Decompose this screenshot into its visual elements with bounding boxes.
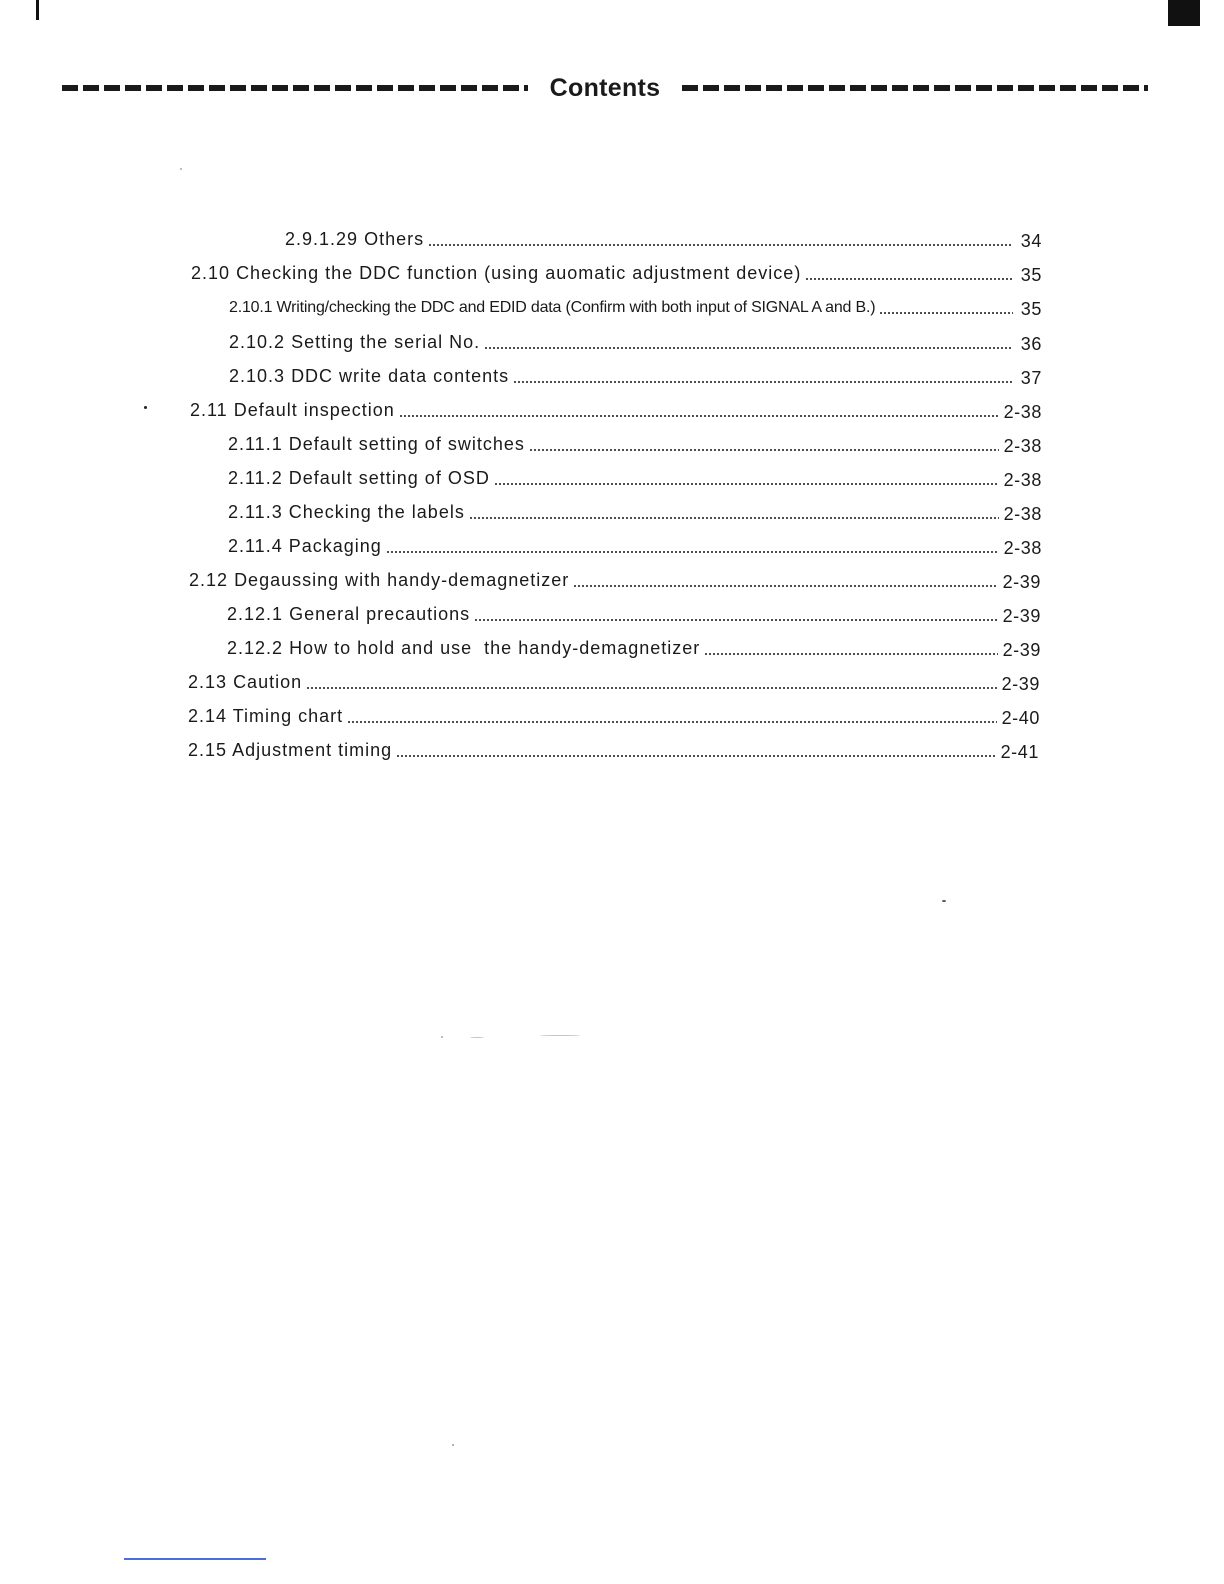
dot-leader [484,347,1013,349]
dot-leader [396,755,995,757]
toc-entry-page: 2-38 [1003,538,1042,558]
dot-leader [469,517,999,519]
toc-entry-number: 2.10.3 [229,366,286,386]
toc-entry-2-12-1[interactable] [227,597,1041,627]
toc-entry-page: 35 [1020,299,1042,319]
dot-leader [805,278,1013,280]
toc-entry-number: 2.11.2 [228,468,283,488]
toc-entry-2-11-3[interactable] [228,495,1042,525]
toc-entry-number: 2.15 [188,740,228,760]
dot-leader [704,653,997,655]
toc-entry-number: 2.10.1 [229,299,273,316]
toc-entry-title: How to hold and use the handy-demagnetizer [289,638,701,658]
toc-entry-2-14[interactable] [188,699,1040,729]
toc-entry-2-12-2[interactable] [227,631,1041,661]
toc-entry-2-12[interactable] [189,563,1041,593]
toc-entry-number: 2.11 [190,400,228,420]
toc-entry-2-13[interactable] [188,665,1040,695]
toc-entry-page: 35 [1020,265,1042,285]
toc-entry-page: 2-38 [1003,470,1042,490]
bottom-scan-line [124,1558,266,1560]
toc-entry-title: Default setting of OSD [288,468,490,488]
toc-entry-page: 2-39 [1002,606,1041,626]
dot-leader [529,449,999,451]
scan-corner-mark [36,0,39,20]
toc-entry-title: Checking the labels [288,502,465,522]
toc-entry-number: 2.12 [189,570,229,590]
toc-entry-title: DDC write data contents [291,366,510,386]
dot-leader [494,483,999,485]
toc-entry-title: Writing/checking the DDC and EDID data (Confirm with both input of SIGNAL A and B.) [276,299,876,316]
dot-leader [399,415,999,417]
toc-entry-page: 2-38 [1003,504,1042,524]
toc-entry-2-11-2[interactable] [228,461,1042,491]
toc-entry-page: 36 [1020,334,1042,354]
toc-entry-page: 2-40 [1001,708,1040,728]
toc-entry-title: Packaging [288,536,382,556]
toc-entry-page: 2-39 [1002,572,1041,592]
toc-entry-page: 37 [1020,368,1042,388]
toc-entry-page: 2-38 [1003,436,1042,456]
toc-entry-2-10-2[interactable] [229,325,1042,355]
header-dash-rule-left [62,85,528,91]
toc-entry-2-10-3[interactable] [229,359,1042,389]
dot-leader [879,312,1013,314]
toc-entry-title: Degaussing with handy-demagnetizer [234,570,570,590]
toc-entry-title: Others [364,229,425,249]
toc-entry-title: Setting the serial No. [291,332,481,352]
toc-entry-title: General precautions [289,604,471,624]
toc-entry-number: 2.14 [188,706,228,726]
page-header [62,70,1148,106]
scan-corner-block [1168,0,1200,26]
toc-entry-2-10[interactable] [191,256,1042,286]
toc-entry-2-11[interactable] [190,393,1042,423]
toc-entry-number: 2.12.1 [227,604,284,624]
toc-entry-page: 2-39 [1001,674,1040,694]
toc-entry-2-10-1[interactable] [229,290,1042,320]
toc-entry-number: 2.12.2 [227,638,284,658]
toc-entry-page: 34 [1020,231,1042,251]
page-title: Contents [549,73,661,102]
scan-speck [540,1035,580,1036]
toc-entry-number: 2.11.4 [228,536,283,556]
scan-speck [470,1037,484,1038]
toc-entry-title: Caution [233,672,303,692]
stray-mark [144,406,147,409]
toc-entry-page: 2-39 [1002,640,1041,660]
dot-leader [347,721,996,723]
toc-entry-title: Timing chart [232,706,344,726]
toc-entry-title: Checking the DDC function (using auomatic adjustment device) [236,263,802,283]
toc-entry-2-15[interactable] [188,733,1039,763]
toc-entry-number: 2.10.2 [229,332,286,352]
toc-entry-number: 2.13 [188,672,228,692]
toc-entry-title: Adjustment timing [232,740,393,760]
toc-entry-title: Default inspection [233,400,395,420]
dot-leader [386,551,999,553]
toc-entry-2-11-4[interactable] [228,529,1042,559]
dot-leader [573,585,997,587]
dot-leader [513,381,1013,383]
toc-entry-page: 2-38 [1003,402,1042,422]
scan-speck [942,900,946,902]
toc-entry-page: 2-41 [1000,742,1039,762]
dot-leader [474,619,997,621]
header-dash-rule-right [682,85,1148,91]
toc-entry-2-9-1-29[interactable] [285,222,1042,252]
toc-entry-number: 2.11.1 [228,434,283,454]
dot-leader [306,687,996,689]
toc-entry-number: 2.10 [191,263,231,283]
toc-entry-number: 2.11.3 [228,502,283,522]
scan-speck [441,1036,443,1038]
toc-entry-number: 2.9.1.29 [285,229,359,249]
scan-speck [452,1444,454,1446]
toc-entry-title: Default setting of switches [288,434,525,454]
scan-speck [180,168,182,170]
dot-leader [428,244,1013,246]
toc-entry-2-11-1[interactable] [228,427,1042,457]
